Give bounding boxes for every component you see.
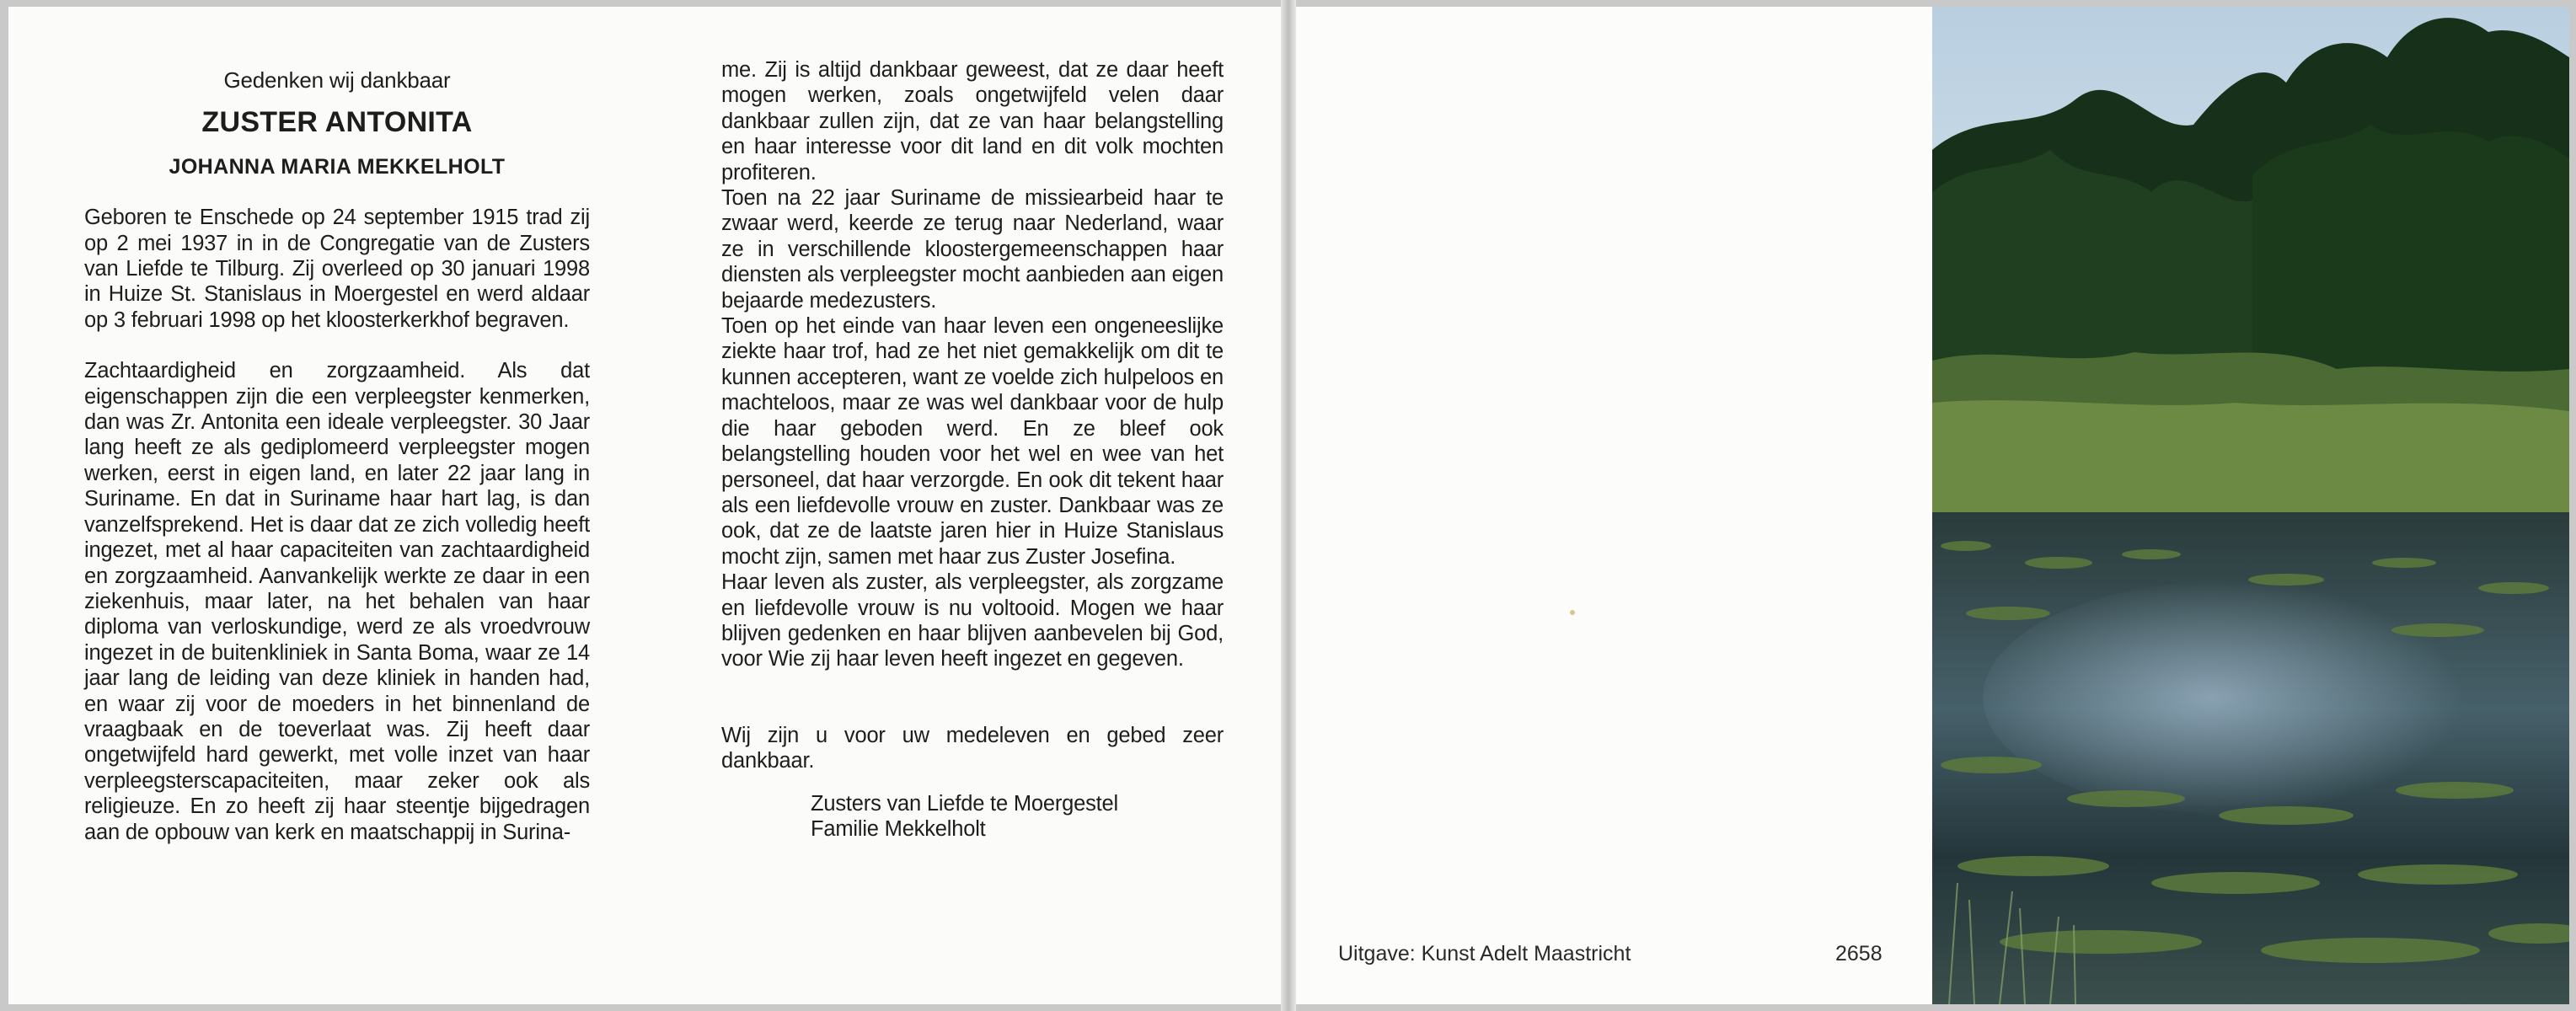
deceased-name: ZUSTER ANTONITA	[201, 106, 473, 139]
paragraph-birth: Geboren te Enschede op 24 september 1915 trad zij op 2 mei 1937 in in de Congregatie van de Zusters van Liefde te Tilburg. Zij overleed op 30 januari 1998 in Huize St. Stanislaus in Moergestel en werd aldaar op 3 februari 1998 op het kloosterkerkhof begraven.	[84, 206, 590, 332]
paragraph-illness: Toen op het einde van haar leven een ongeneeslijke ziekte haar trof, had ze het niet gemakkelijk om dit te kunnen accepteren, want ze voelde zich hulpeloos en machteloos, maar ze was wel dankbaar voor de hulp die haar geboden werd. En ze bleef ook belangstelling houden voor het wel en wee van het personeel, dat haar verzorgde. En ook dit tekent haar als een liefdevolle vrouw en zuster. Dankbaar was ze ook, dat ze de laatste jaren hier in Huize Stanislaus mocht zijn, samen met haar zus Zuster Josefina.	[721, 314, 1224, 569]
memorial-card-inside	[8, 7, 1281, 1004]
paragraph-career: Zachtaardigheid en zorgzaamheid. Als dat eigenschappen zijn die een verpleegster kenmerken, dan was Zr. Antonita een ideale verpleegster. 30 Jaar lang heeft ze als gediplomeerd verpleegster mogen werken, eerst in eigen land, en later 22 jaar lang in Suriname. En dat in Suriname haar hart lag, is dan vanzelfsprekend. Het is daar dat ze zich volledig heeft ingezet, met al haar capaciteiten van zachtaardigheid en zorgzaamheid. Aanvankelijk werkte ze daar in een ziekenhuis, maar later, na het behalen van haar diploma van verloskundige, werd ze als vroedvrouw ingezet in de buitenkliniek in Santa Boma, waar ze 14 jaar lang de leiding van deze kliniek in handen had, en waar zij voor de moeders in het binnenland de vraagbaak en de toeverlaat was. Zij heeft daar ongetwijfeld hard gewerkt, met volle inzet van haar verpleegsterscapaciteiten, maar zeker ook als religieuze. En zo heeft zij haar steentje bijgedragen aan de opbouw van kerk en maatschappij in Surina-	[84, 359, 590, 844]
paragraph-closing: Haar leven als zuster, als verpleegster, als zorgzame en liefdevolle vrouw is nu voltooid. Mogen we haar blijven gedenken en haar blijven aanbevelen bij God, voor Wie zij haar leven heeft ingezet en gegeven.	[721, 570, 1224, 671]
publisher-credit: Uitgave: Kunst Adelt Maastricht	[1338, 942, 1631, 966]
paragraph-return: Toen na 22 jaar Suriname de missiearbeid haar te zwaar werd, keerde ze terug naar Nederland, waar ze in verschillende kloostergemeenschappen haar diensten als verpleegster mocht aanbieden aan eigen bejaarde medezusters.	[721, 186, 1224, 313]
thanks-line: Wij zijn u voor uw medeleven en gebed zeer dankbaar.	[721, 723, 1224, 773]
intro-line: Gedenken wij dankbaar	[223, 67, 451, 93]
card-number: 2658	[1835, 942, 1882, 966]
signature-family: Familie Mekkelholt	[811, 816, 986, 841]
card-fold	[1281, 0, 1296, 1011]
pond-landscape-image	[1932, 7, 2569, 1004]
text-column-right	[721, 57, 1224, 842]
signature-congregation: Zusters van Liefde te Moergestel	[811, 791, 1118, 816]
deceased-full-name: JOHANNA MARIA MEKKELHOLT	[169, 154, 506, 179]
pond-landscape-photo	[1932, 7, 2569, 1004]
signature-block	[721, 791, 1224, 842]
paper-speck	[1570, 610, 1575, 615]
paragraph-gratitude: me. Zij is altijd dankbaar geweest, dat ze daar heeft mogen werken, zoals ongetwijfeld velen daar dankbaar zullen zijn, dat ze van haar belangstelling en haar interesse voor dit land en dit volk mochten profiteren.	[721, 58, 1224, 185]
text-column-left	[84, 57, 590, 845]
